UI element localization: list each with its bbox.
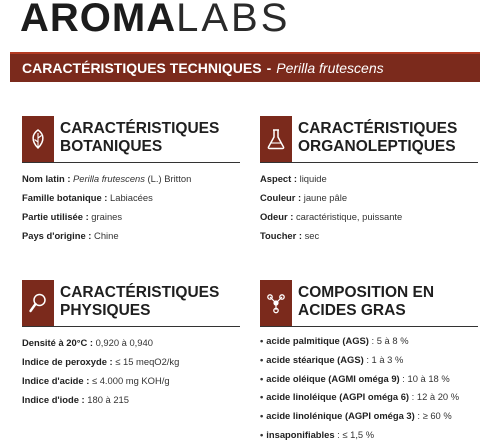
section-title-line2: PHYSIQUES (60, 302, 151, 319)
property-label: Partie utilisée : (22, 211, 89, 222)
section-title (60, 280, 219, 320)
property-row (22, 333, 240, 352)
property-list (22, 169, 240, 245)
bullet: • (260, 335, 264, 346)
acid-value: : 1 à 3 % (363, 353, 404, 365)
bullet: • (260, 410, 264, 422)
property-value: 0,920 à 0,940 (92, 337, 153, 348)
property-label: Couleur : (260, 192, 302, 203)
section-physiques (22, 280, 240, 409)
property-label: Famille botanique : (22, 192, 108, 203)
section-botaniques (22, 116, 240, 245)
section-header (260, 116, 478, 163)
bullet: • (260, 372, 264, 384)
property-row (260, 207, 478, 226)
property-row (22, 226, 240, 245)
property-row (260, 188, 478, 207)
section-organoleptiques (260, 116, 478, 245)
property-value: ≤ 15 meqO2/kg (112, 356, 180, 367)
section-title-line1: CARACTÉRISTIQUES (60, 120, 220, 137)
property-value: caractéristique, puissante (293, 211, 403, 222)
section-composition (260, 280, 478, 445)
property-label: Toucher : (260, 230, 303, 241)
property-row (22, 371, 240, 390)
banner-latin-name: Perilla frutescens (276, 60, 384, 76)
acid-value: : ≥ 60 % (414, 410, 452, 422)
property-value: 180 à 215 (84, 394, 129, 405)
list-item (260, 407, 478, 426)
property-value: Labiacées (107, 192, 153, 203)
property-list (22, 333, 240, 409)
property-value: graines (88, 211, 123, 222)
property-label: Indice de peroxyde : (22, 356, 113, 367)
property-row (260, 169, 478, 188)
list-item (260, 332, 478, 351)
acid-value: : ≤ 1,5 % (334, 428, 375, 440)
property-row (22, 207, 240, 226)
property-label: Aspect : (260, 173, 297, 184)
logo-light: LABS (176, 0, 291, 40)
banner-separator: - (266, 60, 272, 76)
property-row (260, 226, 478, 245)
section-title-line2: ACIDES GRAS (298, 302, 406, 319)
property-value: liquide (297, 173, 327, 184)
bullet: • (260, 428, 264, 440)
molecule-icon (260, 280, 292, 326)
leaf-icon (22, 116, 54, 162)
property-row (22, 169, 240, 188)
property-label: Nom latin : (22, 173, 71, 184)
logo-bold: AROMA (20, 0, 177, 40)
acid-label: acide linolénique (AGPI oméga 3) (266, 410, 415, 422)
property-latin: Perilla frutescens (73, 173, 145, 184)
section-title-line1: COMPOSITION EN (298, 284, 435, 301)
section-header (22, 116, 240, 163)
list-item (260, 370, 478, 389)
section-title-line1: CARACTÉRISTIQUES (60, 284, 220, 301)
property-list (260, 169, 478, 245)
fatty-acid-list (260, 332, 478, 445)
acid-label: insaponifiables (266, 428, 335, 440)
property-label: Odeur : (260, 211, 294, 222)
section-title (60, 116, 219, 156)
flask-icon (260, 116, 292, 162)
section-title (298, 280, 434, 320)
property-row (22, 352, 240, 371)
acid-value: : 5 à 8 % (368, 335, 409, 346)
property-label: Indice d'iode : (22, 394, 85, 405)
brand-logo (20, 0, 290, 42)
property-value: ≤ 4.000 mg KOH/g (89, 375, 170, 386)
bullet: • (260, 353, 264, 365)
section-title-line2: BOTANIQUES (60, 138, 163, 155)
list-item (260, 351, 478, 370)
property-row (22, 390, 240, 409)
bullet: • (260, 391, 264, 403)
banner-title: CARACTÉRISTIQUES TECHNIQUES (22, 60, 262, 76)
acid-value: : 10 à 18 % (399, 372, 450, 384)
acid-label: acide oléique (AGMI oméga 9) (266, 372, 400, 384)
property-value: jaune pâle (301, 192, 348, 203)
property-value: Chine (91, 230, 119, 241)
property-label: Pays d'origine : (22, 230, 92, 241)
section-title-line1: CARACTÉRISTIQUES (298, 120, 458, 137)
title-banner (10, 52, 480, 82)
acid-label: acide palmitique (AGS) (266, 335, 369, 346)
acid-label: acide stéarique (AGS) (266, 353, 364, 365)
list-item (260, 426, 478, 445)
section-header (22, 280, 240, 327)
acid-value: : 12 à 20 % (409, 391, 460, 403)
section-title-line2: ORGANOLEPTIQUES (298, 138, 456, 155)
property-label: Densité à 20°C : (22, 337, 93, 348)
list-item (260, 388, 478, 407)
section-header (260, 280, 478, 327)
section-title (298, 116, 457, 156)
property-value: (L.) Britton (144, 173, 192, 184)
acid-label: acide linoléique (AGPI oméga 6) (266, 391, 410, 403)
property-value: sec (302, 230, 320, 241)
magnifier-icon (22, 280, 54, 326)
property-label: Indice d'acide : (22, 375, 90, 386)
property-row (22, 188, 240, 207)
